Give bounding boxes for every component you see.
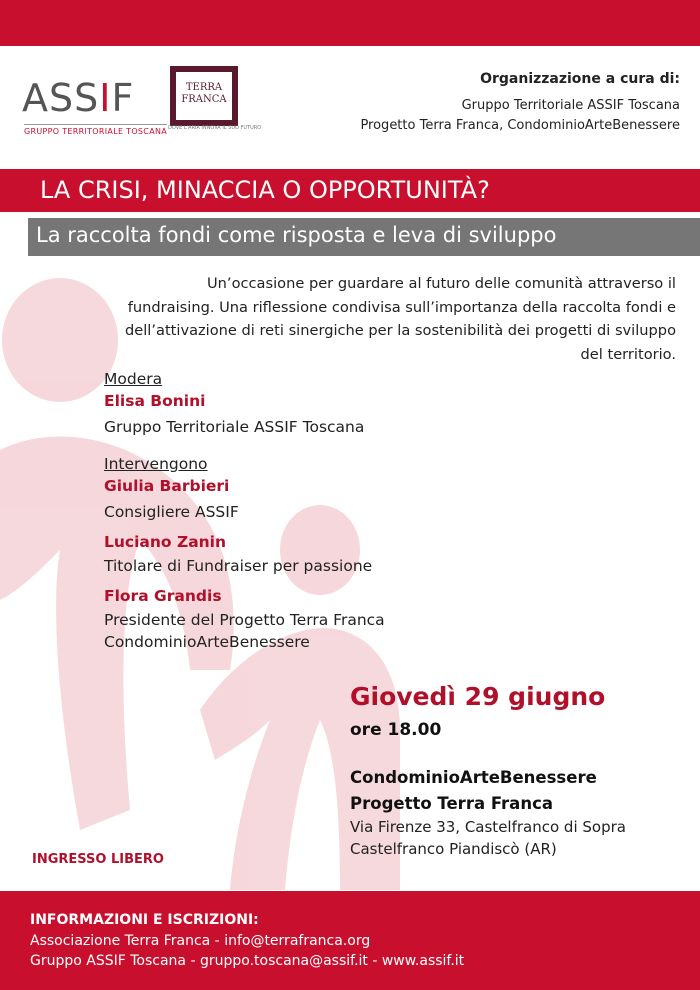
venue-address-1: Via Firenze 33, Castelfranco di Sopra (350, 818, 626, 836)
free-entry-badge: INGRESSO LIBERO (32, 852, 164, 867)
organization-line-2: Progetto Terra Franca, CondominioArteBenessere (360, 118, 680, 133)
info-contact-line-1: Associazione Terra Franca - info@terrafranca.org (30, 933, 371, 949)
organization-heading: Organizzazione a cura di: (480, 71, 680, 87)
event-date: Giovedì 29 giugno (350, 682, 606, 711)
moderator-section (104, 368, 364, 438)
event-time: ore 18.00 (350, 720, 442, 740)
assif-logo-suffix: F (111, 76, 135, 120)
terra-franca-logo-line2: FRANCA (181, 94, 227, 105)
venue-name-2: Progetto Terra Franca (350, 794, 553, 813)
assif-logo-subtitle: GRUPPO TERRITORIALE TOSCANA (24, 124, 167, 136)
speakers-label: Intervengono (104, 455, 208, 473)
speaker-name: Luciano Zanin (104, 533, 227, 551)
terra-franca-logo-line1: TERRA (185, 82, 223, 93)
top-red-band (0, 0, 700, 46)
info-footer (0, 891, 700, 990)
subtitle-band (28, 218, 700, 256)
venue-address-2: Castelfranco Piandiscò (AR) (350, 840, 557, 858)
title-band (0, 169, 700, 212)
speaker-role: Presidente del Progetto Terra Franca (104, 611, 385, 629)
speaker-role: Titolare di Fundraiser per passione (104, 557, 373, 575)
speaker-role-continued: CondominioArteBenessere (104, 633, 310, 651)
intro-paragraph: Un’occasione per guardare al futuro delle comunità attraverso il fundraising. Una riflessione condivisa sull’importanza della raccolta fondi e dell’attivazione di reti sinergiche per la sostenibilità dei progetti di sviluppo del territorio. (125, 275, 676, 363)
moderator-role: Gruppo Territoriale ASSIF Toscana (104, 418, 365, 436)
assif-logo (22, 62, 168, 140)
terra-franca-logo (170, 66, 238, 126)
venue-name-1: CondominioArteBenessere (350, 768, 597, 787)
speaker-role: Consigliere ASSIF (104, 503, 239, 521)
terra-franca-tagline: DOVE L'ARIA INNOVA IL SUO FUTURO (168, 125, 262, 131)
moderator-label: Modera (104, 370, 163, 388)
moderator-name: Elisa Bonini (104, 392, 206, 410)
page-title: LA CRISI, MINACCIA O OPPORTUNITÀ? (40, 176, 490, 204)
speaker-name: Flora Grandis (104, 587, 222, 605)
speaker-name: Giulia Barbieri (104, 477, 230, 495)
info-contact-line-2: Gruppo ASSIF Toscana - gruppo.toscana@assif.it - www.assif.it (30, 953, 465, 969)
organization-line-1: Gruppo Territoriale ASSIF Toscana (461, 98, 680, 113)
page-subtitle: La raccolta fondi come risposta e leva di sviluppo (36, 223, 557, 247)
info-heading: INFORMAZIONI E ISCRIZIONI: (30, 912, 259, 928)
speakers-section (104, 453, 385, 653)
assif-logo-i: I (99, 76, 112, 120)
assif-logo-prefix: ASS (22, 76, 100, 120)
